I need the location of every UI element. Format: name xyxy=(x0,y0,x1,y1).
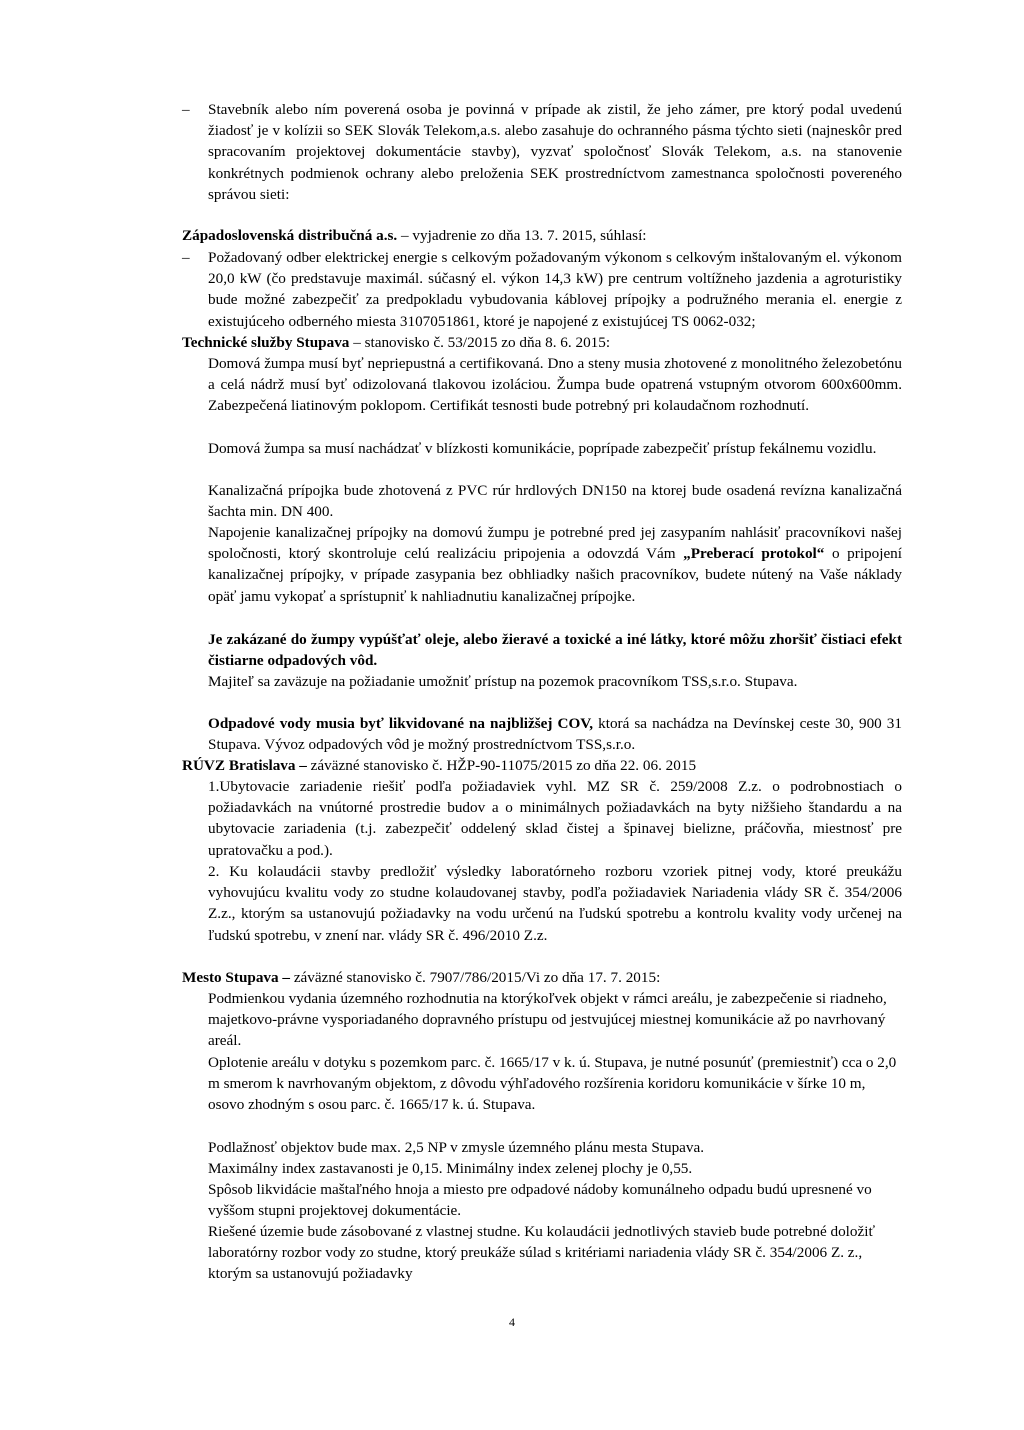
heading-zsd-label: Západoslovenská distribučná a.s. xyxy=(182,227,398,244)
wastewater-text: ktorá sa nachádza na Devínskej ceste 30, 900 31 Stupava. Vývoz odpadových vôd je možný prostredníctvom TSS,s.r.o. xyxy=(208,715,902,754)
paragraph-sewer-connection: Kanalizačná prípojka bude zhotovená z PVC rúr hrdlových DN150 na ktorej bude osadená revízna kanalizačná šachta min. DN 400. xyxy=(208,482,902,521)
paragraph-wastewater xyxy=(208,713,902,755)
heading-tss-text: – stanovisko č. 53/2015 zo dňa 8. 6. 2015: xyxy=(349,334,611,351)
paragraph-manure: Spôsob likvidácie maštaľného hnoja a miesto pre odpadové nádoby komunálneho odpadu budú upresnené vo vyššom stupni projektovej dokumentácie. xyxy=(208,1181,872,1220)
heading-ruvz-text: záväzné stanovisko č. HŽP-90-11075/2015 zo dňa 22. 06. 2015 xyxy=(310,757,697,774)
protocol-name: „Preberací protokol“ xyxy=(683,545,825,563)
heading-tss-label: Technické služby Stupava xyxy=(182,334,350,351)
heading-zsd xyxy=(182,225,902,246)
heading-tss xyxy=(182,332,902,353)
wastewater-bold: Odpadové vody musia byť likvidované na najbližšej COV, xyxy=(208,715,594,732)
heading-mesto xyxy=(182,967,902,988)
bullet-dash: – xyxy=(182,249,190,266)
bullet-item-electricity xyxy=(0,247,1024,337)
paragraph-water-analysis: 2. Ku kolaudácii stavby predložiť výsledky laboratórneho rozboru vzoriek pitnej vody, ktoré preukážu vyhovujúcu kvalitu vody zo studne kolaudovanej stavby, podľa požiadaviek Nariadenia vlády SR č. 354/2006 Z.z., ktorým sa ustanovujú požiadavky na vodu určenú na ľudskú spotrebu a kontrolu kvality vody určenej na ľudskú spotrebu, v znení nar. vlády SR č. 496/2010 Z.z. xyxy=(208,863,902,944)
paragraph-accommodation: 1.Ubytovacie zariadenie riešiť podľa požiadaviek vyhl. MZ SR č. 259/2008 Z.z. o podrobnostiach o požiadavkách na vnútorné prostredie budov a o minimálnych požiadavkách na byty nižšieho štandardu a na ubytovacie zariadenia (t.j. zabezpečiť oddelený sklad čistej a špinavej bielizne, práčovňa, miestnosť pre upratovačku a pod.). xyxy=(208,778,902,859)
paragraph-prohibition: Je zakázané do žumpy vypúšťať oleje, alebo žieravé a toxické a iné látky, ktoré môžu zhoršiť čistiaci efekt čistiarne odpadových vôd. xyxy=(208,631,902,670)
paragraph-floors: Podlažnosť objektov bude max. 2,5 NP v zmysle územného plánu mesta Stupava. xyxy=(208,1139,705,1156)
paragraph-telekom: Stavebník alebo ním poverená osoba je povinná v prípade ak zistil, že jeho zámer, pre ktorý podal uvedenú žiadosť je v kolízii so SEK Slovák Telekom,a.s. alebo zasahuje do ochranného pásma týchto sieti (najneskôr pred spracovaním projektovej dokumentácie stavby), vyzvať spoločnosť Slovák Telekom, a.s. na stanovenie konkrétnych podmienok ochrany alebo preloženia SEK prostredníctvom zamestnanca spoločnosti povereného správou sieti: xyxy=(208,101,902,203)
heading-ruvz xyxy=(182,755,902,776)
paragraph-access-permission: Majiteľ sa zaväzuje na požiadanie umožniť prístup na pozemok pracovníkom TSS,s.r.o. Stupava. xyxy=(208,673,798,690)
page-number: 4 xyxy=(509,1315,515,1329)
paragraph-zumpa-certification: Domová žumpa musí byť nepriepustná a certifikovaná. Dno a steny musia zhotovené z monolitného železobetónu a celá nádrž musí byť odizolovaná tlakovou izoláciou. Žumpa bude opatrená vstupným otvorom 600x600mm. Zabezpečená liatinovým poklopom. Certifikát tesnosti bude potrebný pri kolaudačnom rozhodnutí. xyxy=(208,355,902,415)
bullet-dash: – xyxy=(182,101,190,118)
paragraph-index: Maximálny index zastavanosti je 0,15. Minimálny index zelenej plochy je 0,55. xyxy=(208,1160,693,1177)
paragraph-fencing: Oplotenie areálu v dotyku s pozemkom parc. č. 1665/17 v k. ú. Stupava, je nutné posunúť (premiestniť) cca o 2,0 m smerom k navrhovaným objektom, z dôvodu výhľadového rozšírenia koridoru komunikácie v šírke 10 m, osovo zhodným s osou parc. č. 1665/17 k. ú. Stupava. xyxy=(208,1054,897,1114)
bullet-item-telekom xyxy=(0,99,1024,209)
paragraph-territorial-decision: Podmienkou vydania územného rozhodnutia na ktorýkoľvek objekt v rámci areálu, je zabezpečenie si riadneho, majetkovo-právne vysporiadaného dopravného prístupu od jestvujúcej miestnej komunikácie až po navrhovaný areál. xyxy=(208,990,887,1050)
connection-text-b: o pripojení kanalizačnej prípojky, v prípade zasypania bez obhliadky našich pracovníkov, budete nútený na Vaše náklady opäť jamu vykopať a sprístupniť k nahliadnutiu kanalizačnej prípojke. xyxy=(208,545,902,605)
heading-mesto-label: Mesto Stupava – xyxy=(182,969,294,986)
paragraph-zumpa-access: Domová žumpa sa musí nachádzať v blízkosti komunikácie, poprípade zabezpečiť prístup fekálnemu vozidlu. xyxy=(208,440,877,457)
heading-ruvz-label: RÚVZ Bratislava – xyxy=(182,757,311,774)
paragraph-connection-inspection xyxy=(208,522,902,607)
paragraph-water-supply: Riešené územie bude zásobované z vlastnej studne. Ku kolaudácii jednotlivých stavieb bude potrebné doložiť laboratórny rozbor vody zo studne, ktorý preukáže súlad s kritériami nariadenia vlády SR č. 354/2006 Z. z., ktorým sa ustanovujú požiadavky xyxy=(208,1223,875,1283)
connection-text-a: Napojenie kanalizačnej prípojky na domovú žumpu je potrebné pred jej zasypaním nahlásiť pracovníkovi našej spoločnosti, ktorý skontroluje celú realizáciu pripojenia a odovzdá Vám xyxy=(208,524,902,563)
paragraph-electricity: Požadovaný odber elektrickej energie s celkovým požadovaným výkonom s celkovým inštalovaným el. výkonom 20,0 kW (čo predstavuje maximál. súčasný el. výkon 14,3 kW) pre centrum voltížneho jazdenia a agroturistiky bude možné zabezpečiť za predpokladu vybudovania káblovej prípojky a podružného merania el. energie z existujúceho odberného miesta 3107051861, ktoré je napojené z existujúcej TS 0062-032; xyxy=(208,249,902,330)
heading-zsd-text: – vyjadrenie zo dňa 13. 7. 2015, súhlasí: xyxy=(397,227,647,244)
heading-mesto-text: záväzné stanovisko č. 7907/786/2015/Vi zo dňa 17. 7. 2015: xyxy=(293,969,661,986)
